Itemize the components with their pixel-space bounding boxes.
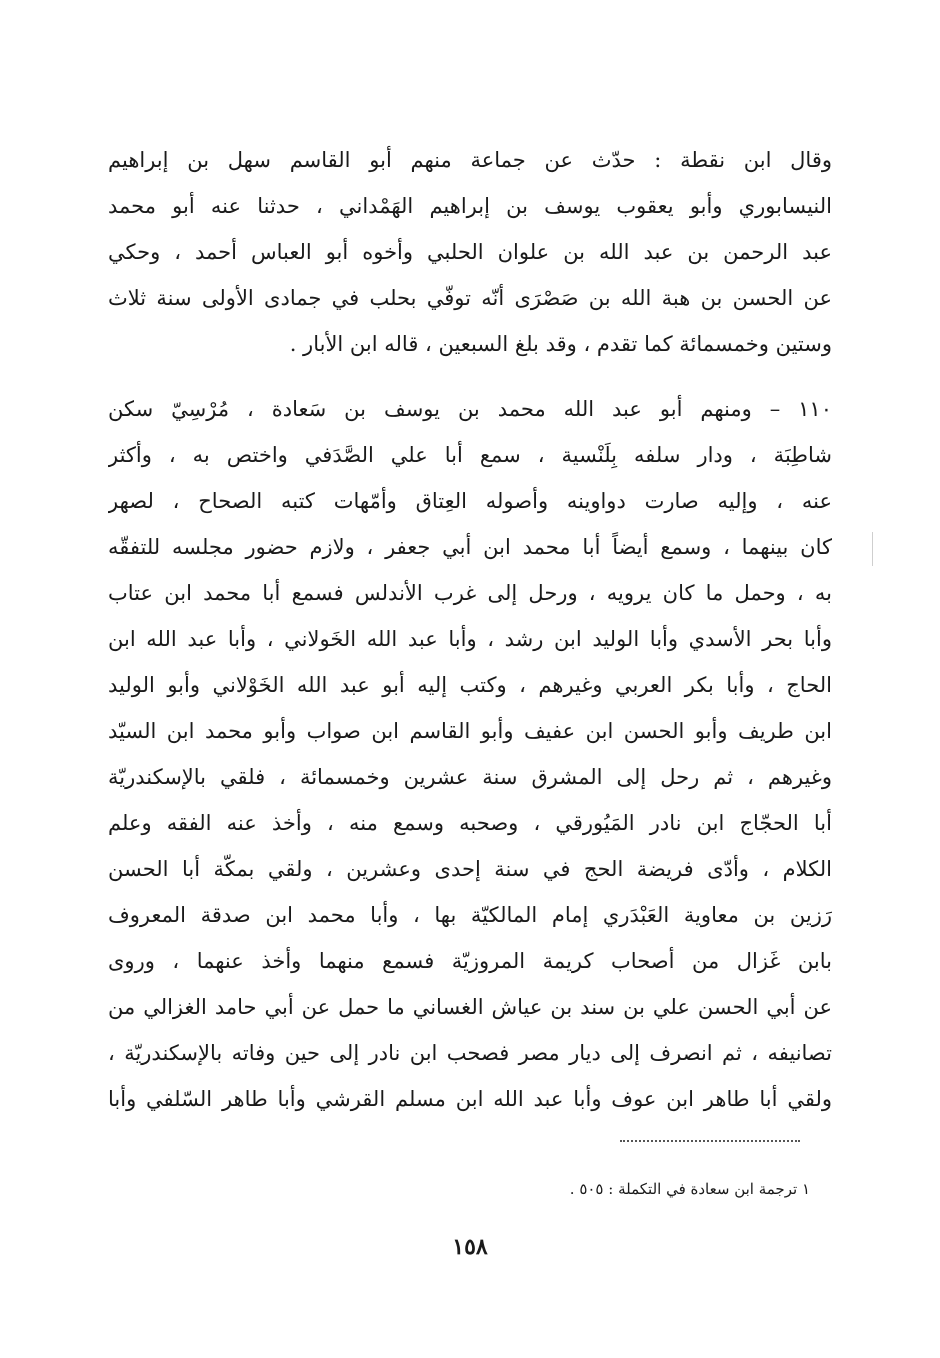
text-line: شاطِبَة ، ودار سلفه بِلَنْسية ، سمع أبا علي الصَّدَفي واختص به ، وأكثر xyxy=(108,443,832,467)
page-number: ١٥٨ xyxy=(452,1234,488,1260)
text-line: ولقي أبا طاهر ابن عوف وأبا عبد الله ابن مسلم القرشي وأبا طاهر السّلفي وأبا xyxy=(108,1087,832,1111)
footnote-divider xyxy=(620,1140,800,1142)
text-line: كان بينهما ، وسمع أيضاً أبا محمد ابن أبي جعفر ، ولازم حضور مجلسه للتفقّه xyxy=(108,535,832,559)
text-line: عبد الرحمن بن عبد الله بن علوان الحلبي وأخوه أبو العباس أحمد ، وحكي xyxy=(108,240,832,264)
text-line: وغيرهم ، ثم رحل إلى المشرق سنة عشرين وخمسمائة ، فلقي بالإسكندريّة xyxy=(108,765,832,789)
text-line: وستين وخمسمائة كما تقدم ، وقد بلغ السبعين ، قاله ابن الأبار . xyxy=(289,332,832,356)
margin-mark xyxy=(872,532,883,566)
text-line: وأبا بحر الأسدي وأبا الوليد ابن رشد ، وأبا عبد الله الخَولاني ، وأبا عبد الله ابن xyxy=(108,627,832,651)
text-line: وقال ابن نقطة : حدّث عن جماعة منهم أبو القاسم سهل بن إبراهيم xyxy=(108,148,832,172)
paragraph-entry-110 xyxy=(108,386,832,1122)
text-line: ابن طريف وأبو الحسن ابن عفيف وأبو القاسم ابن صواب وأبو محمد ابن السيّد xyxy=(108,719,832,743)
text-line: به ، وحمل ما كان يرويه ، ورحل إلى غرب الأندلس فسمع أبا محمد ابن عتاب xyxy=(108,581,832,605)
text-line: عنه ، وإليه صارت دواوينه وأصوله العِتاق وأمّهات كتبه الصحاح ، لصهر xyxy=(108,489,832,513)
footnote: ١ ترجمة ابن سعادة في التكملة : ٥٠٥ . xyxy=(569,1180,810,1198)
text-line: الكلام ، وأدّى فريضة الحج في سنة إحدى وعشرين ، ولقي بمكّة أبا الحسن xyxy=(108,857,832,881)
text-line: تصانيفه ، ثم انصرف إلى ديار مصر فصحب ابن نادر إلى حين وفاته بالإسكندريّة ، xyxy=(108,1041,832,1065)
text-line: رَزين بن معاوية العَبْدَري إمام المالكيّة بها ، وأبا محمد ابن صدقة المعروف xyxy=(108,903,832,927)
text-line: النيسابوري وأبو يعقوب يوسف بن إبراهيم الهَمْداني ، حدثنا عنه أبو محمد xyxy=(108,194,832,218)
text-line: بابن غَزال من أصحاب كريمة المروزيّة فسمع منهما وأخذ عنهما ، وروى xyxy=(108,949,832,973)
text-line: ١١٠ – ومنهم أبو عبد الله محمد بن يوسف بن سَعادة ، مُرْسِيّ سكن xyxy=(108,397,832,421)
text-line: الحاج ، وأبا بكر العربي وغيرهم ، وكتب إليه أبو عبد الله الخَوْلاني وأبو الوليد xyxy=(108,673,832,697)
text-line: أبا الحجّاج ابن نادر المَيُورقي ، وصحبه وسمع منه ، وأخذ عنه الفقه وعلم xyxy=(108,811,832,835)
text-line: عن أبي الحسن علي بن سند بن عياش الغساني ما حمل عن أبي حامد الغزالي من xyxy=(108,995,832,1019)
paragraph-ibn-nuqta xyxy=(108,137,832,367)
text-line: عن الحسن بن هبة الله بن صَصْرَى أنّه توفّي بحلب في جمادى الأولى سنة ثلاث xyxy=(108,286,832,310)
